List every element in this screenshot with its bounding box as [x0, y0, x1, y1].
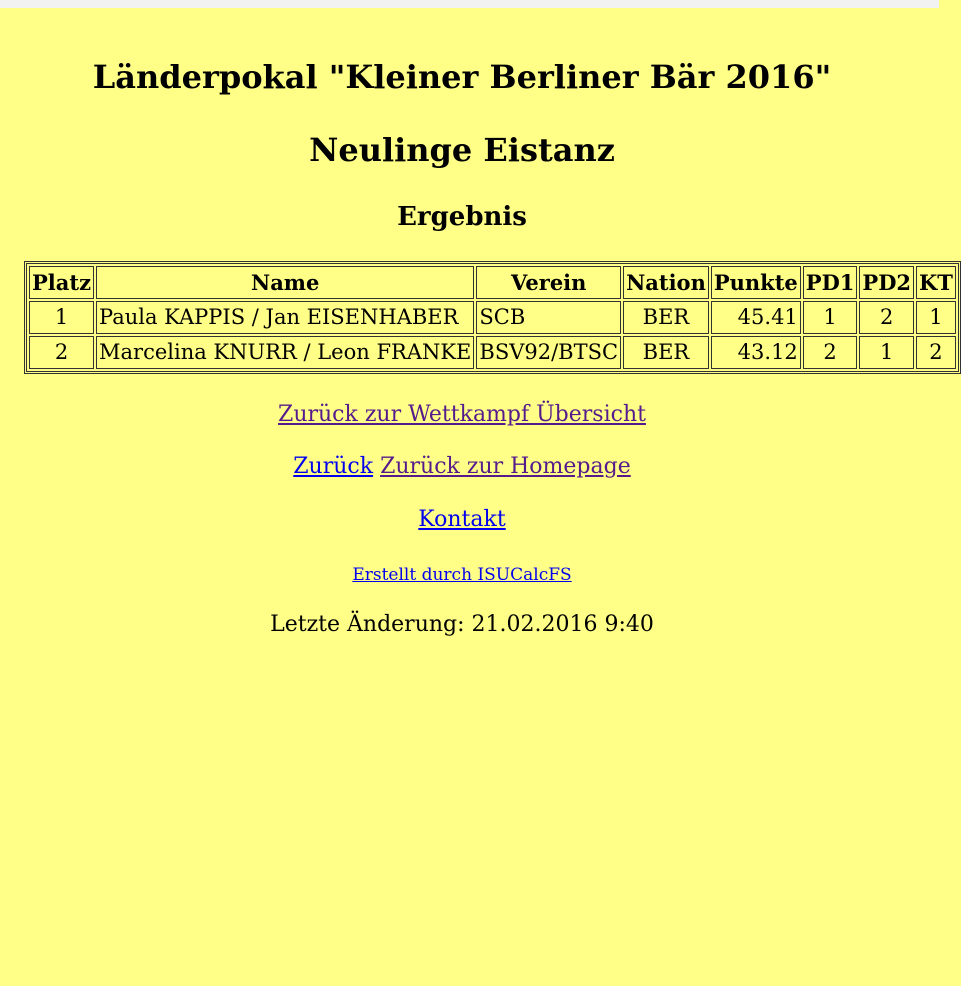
contact-link-line	[0, 507, 924, 532]
table-header-row	[29, 266, 956, 299]
cell-pd1: 1	[803, 301, 858, 334]
results-table	[24, 261, 961, 374]
event-title: Neulinge Eistanz	[309, 131, 615, 169]
cell-pd2: 2	[859, 301, 914, 334]
overview-link-line	[0, 402, 924, 427]
header-name: Name	[96, 266, 474, 299]
section-title: Ergebnis	[397, 202, 527, 232]
contact-link[interactable]: Kontakt	[418, 507, 506, 532]
header-punkte: Punkte	[711, 266, 801, 299]
cell-platz: 2	[29, 336, 94, 369]
competition-overview-link[interactable]: Zurück zur Wettkampf Übersicht	[278, 402, 646, 427]
back-link[interactable]: Zurück	[293, 454, 374, 479]
cell-kt: 2	[916, 336, 956, 369]
header-platz: Platz	[29, 266, 94, 299]
competition-title: Länderpokal "Kleiner Berliner Bär 2016"	[92, 58, 832, 96]
cell-platz: 1	[29, 301, 94, 334]
cell-name: Paula KAPPIS / Jan EISENHABER	[96, 301, 474, 334]
table-row	[29, 336, 956, 369]
cell-pd2: 1	[859, 336, 914, 369]
created-by-line	[0, 565, 924, 585]
header-kt: KT	[916, 266, 956, 299]
back-links-line	[0, 454, 924, 479]
cell-verein: SCB	[476, 301, 621, 334]
header-nation: Nation	[623, 266, 709, 299]
cell-pd1: 2	[803, 336, 858, 369]
last-change-text: Letzte Änderung: 21.02.2016 9:40	[270, 612, 654, 637]
cell-name: Marcelina KNURR / Leon FRANKE	[96, 336, 474, 369]
browser-top-strip	[0, 0, 939, 8]
header-pd2: PD2	[859, 266, 914, 299]
cell-punkte: 45.41	[711, 301, 801, 334]
header-verein: Verein	[476, 266, 621, 299]
cell-nation: BER	[623, 301, 709, 334]
cell-verein: BSV92/BTSC	[476, 336, 621, 369]
cell-punkte: 43.12	[711, 336, 801, 369]
cell-nation: BER	[623, 336, 709, 369]
homepage-link[interactable]: Zurück zur Homepage	[380, 454, 631, 479]
cell-kt: 1	[916, 301, 956, 334]
header-pd1: PD1	[803, 266, 858, 299]
created-by-link[interactable]: Erstellt durch ISUCalcFS	[352, 565, 572, 585]
table-row	[29, 301, 956, 334]
